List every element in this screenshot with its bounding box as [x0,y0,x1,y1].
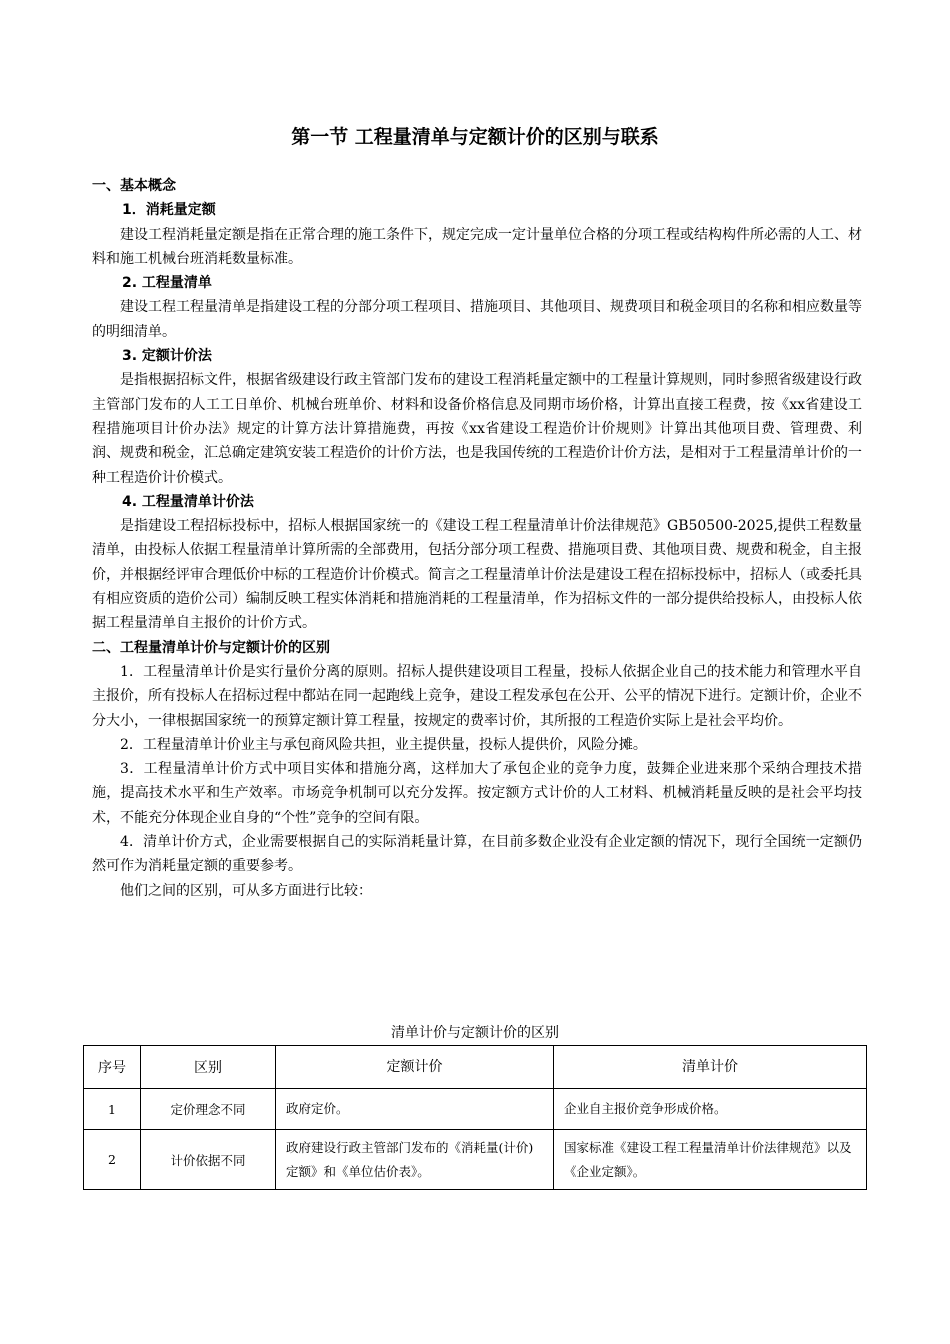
paragraph: 1．工程量清单计价是实行量价分离的原则。招标人提供建设项目工程量，投标人依据企业自己的技术能力和管理水平自主报价，所有投标人在招标过程中都站在同一起跑线上竞争，建设工程发承包在公开、公平的情况下进行。定额计价，企业不分大小，一律根据国家统一的预算定额计算工程量，按规定的费率讨价，其所报的工程造价实际上是社会平均价。 [92,663,862,729]
table-header-cell: 清单计价 [554,1046,867,1089]
table-cell: 2 [84,1130,141,1190]
paragraph: 3．工程量清单计价方式中项目实体和措施分离，这样加大了承包企业的竞争力度，鼓舞企业进来那个采纳合理技术措施，提高技术水平和生产效率。市场竞争机制可以充分发挥。按定额方式计价的人工材料、机械消耗量反映的是社会平均技术，不能充分体现企业自身的“个性”竞争的空间有限。 [92,761,862,826]
table-header-cell: 定额计价 [276,1046,554,1089]
table-caption: 清单计价与定额计价的区别 [391,1025,559,1041]
table-cell: 1 [84,1089,141,1130]
paragraph: 2．工程量清单计价业主与承包商风险共担，业主提供量，投标人提供价，风险分摊。 [120,736,647,753]
table-row [84,1130,867,1190]
table-row [84,1089,867,1130]
table-header-cell: 序号 [84,1046,141,1089]
paragraph: 是指根据招标文件，根据省级建设行政主管部门发布的建设工程消耗量定额中的工程量计算规则，同时参照省级建设行政主管部门发布的人工工日单价、机械台班单价、材料和设备价格信息及同期市场价格，计算出直接工程费，按《xx省建设工程措施项目计价办法》规定的计算方法计算措施费，再按《xx省建设工程造价计价规则》计算出其他项目费、管理费、利润、规费和税金，汇总确定建筑安装工程造价的计价方法，也是我国传统的工程造价计价方法，是相对于工程量清单计价的一种工程造价计价模式。 [92,372,862,486]
table-cell: 企业自主报价竞争形成价格。 [554,1089,867,1130]
table-header-row [84,1046,867,1089]
subsection-heading: 1．消耗量定额 [122,202,216,219]
table-cell: 计价依据不同 [141,1130,276,1190]
document-body [92,174,862,903]
paragraph: 他们之间的区别，可从多方面进行比较： [120,882,372,899]
table-cell: 政府定价。 [276,1089,554,1130]
paragraph: 建设工程工程量清单是指建设工程的分部分项工程项目、措施项目、其他项目、规费项目和税金项目的名称和相应数量等的明细清单。 [92,299,862,340]
table-cell: 政府建设行政主管部门发布的《消耗量(计价)定额》和《单位估价表》。 [276,1130,554,1190]
subsection-heading: 4. 工程量清单计价法 [122,493,254,510]
section-heading: 一、基本概念 [92,178,176,194]
comparison-table [83,1045,867,1190]
subsection-heading: 3. 定额计价法 [122,348,212,365]
section-heading: 二、工程量清单计价与定额计价的区别 [92,639,330,656]
table-header-cell: 区别 [141,1046,276,1089]
table-cell: 定价理念不同 [141,1089,276,1130]
table-cell: 国家标准《建设工程工程量清单计价法律规范》以及《企业定额》。 [554,1130,867,1190]
page-title: 第一节 工程量清单与定额计价的区别与联系 [291,126,659,148]
subsection-heading: 2. 工程量清单 [122,275,212,292]
paragraph: 4．清单计价方式，企业需要根据自己的实际消耗量计算，在目前多数企业没有企业定额的情况下，现行全国统一定额仍然可作为消耗量定额的重要参考。 [92,834,862,875]
paragraph: 建设工程消耗量定额是指在正常合理的施工条件下，规定完成一定计量单位合格的分项工程或结构构件所必需的人工、材料和施工机械台班消耗数量标准。 [92,226,862,267]
paragraph: 是指建设工程招标投标中，招标人根据国家统一的《建设工程工程量清单计价法律规范》GB50500-2025,提供工程数量清单，由投标人依据工程量清单计算所需的全部费用，包括分部分项工程费、措施项目费、其他项目费、规费和税金，自主报价，并根据经评审合理低价中标的工程造价计价模式。简言之工程量清单计价法是建设工程在招标投标中，招标人（或委托具有相应资质的造价公司）编制反映工程实体消耗和措施消耗的工程量清单，作为招标文件的一部分提供给投标人，由投标人依据工程量清单自主报价的计价方式。 [92,518,862,632]
